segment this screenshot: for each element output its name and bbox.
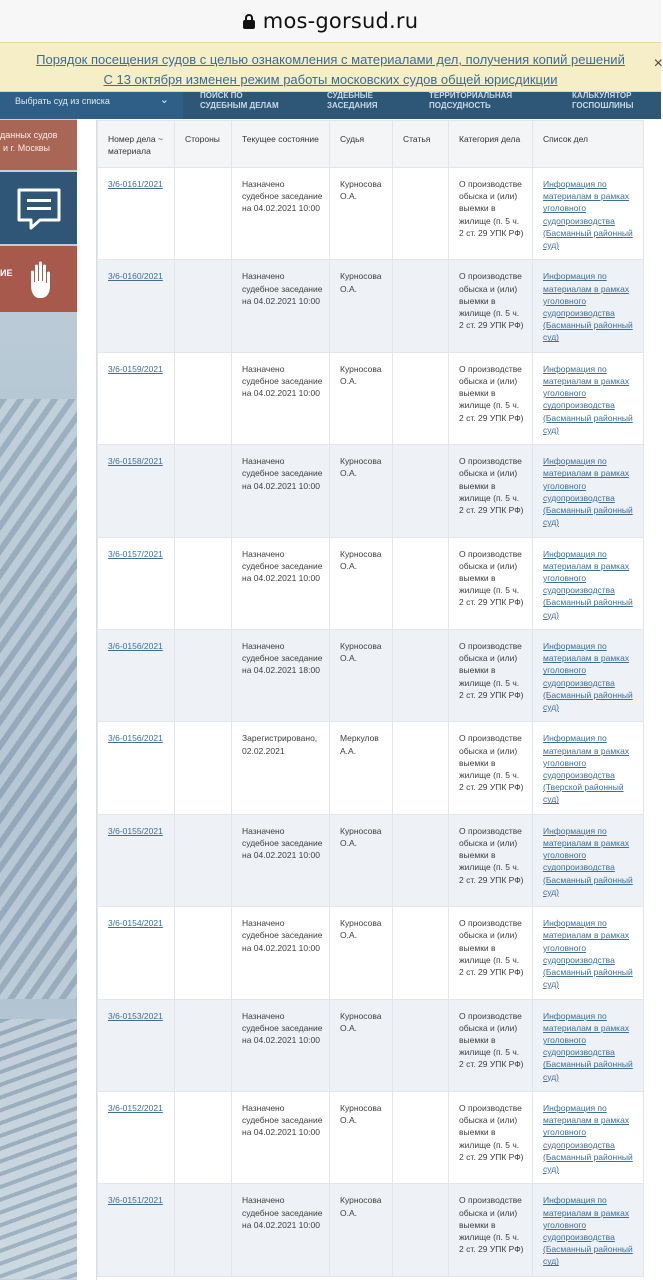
nav-item-label: ГОСПОШЛИНЫ: [572, 101, 634, 110]
main-nav: [0, 92, 661, 119]
state-cell: Зарегистрировано, 02.02.2021: [232, 722, 330, 814]
table-row: [98, 352, 644, 444]
category-cell: О производстве обыска и (или) выемки в жилище (п. 5 ч. 2 ст. 29 УПК РФ): [449, 445, 533, 537]
state-cell: Назначено судебное заседание на 04.02.2021 10:00: [232, 1184, 330, 1276]
judge-cell: Курносова О.А.: [330, 1184, 393, 1276]
case-list-link[interactable]: Информация по материалам в рамках уголовного судопроизводства (Басманный районный суд): [543, 271, 633, 343]
table-row: [98, 722, 644, 814]
nav-item-hearings[interactable]: [327, 91, 377, 111]
chat-icon: [0, 172, 77, 244]
case-list-cell: [533, 814, 644, 906]
article-cell: [393, 352, 449, 444]
nav-item-label: СУДЕБНЫМ ДЕЛАМ: [200, 101, 279, 110]
case-number-link[interactable]: 3/6-0156/2021: [108, 733, 163, 744]
article-cell: [393, 1184, 449, 1276]
nav-item-label: СУДЕБНЫЕ: [327, 91, 373, 100]
case-list-link[interactable]: Информация по материалам в рамках уголовного судопроизводства (Басманный районный суд): [543, 548, 633, 620]
category-cell: О производстве обыска и (или) выемки в жилище (п. 5 ч. 2 ст. 29 УПК РФ): [449, 722, 533, 814]
case-list-link[interactable]: Информация по материалам в рамках уголовного судопроизводства (Басманный районный суд): [543, 640, 633, 712]
parties-cell: [175, 1184, 232, 1276]
state-cell: Назначено судебное заседание на 04.02.2021 10:00: [232, 168, 330, 260]
case-list-cell: [533, 168, 644, 260]
case-number-cell: [98, 722, 175, 814]
article-cell: [393, 537, 449, 629]
notice-link-visit-order[interactable]: Порядок посещения судов с целью ознакомления с материалами дел, получения копий решений: [36, 52, 625, 67]
case-number-link[interactable]: 3/6-0155/2021: [108, 825, 163, 836]
judge-cell: Курносова О.А.: [330, 352, 393, 444]
table-row: [98, 1091, 644, 1183]
category-cell: О производстве обыска и (или) выемки в жилище (п. 5 ч. 2 ст. 29 УПК РФ): [449, 629, 533, 721]
case-list-cell: [533, 352, 644, 444]
close-icon[interactable]: ×: [653, 55, 663, 72]
judge-cell: Курносова О.А.: [330, 629, 393, 721]
judge-cell: Курносова О.А.: [330, 814, 393, 906]
case-list-cell: [533, 537, 644, 629]
case-number-link[interactable]: 3/6-0158/2021: [108, 456, 163, 467]
parties-cell: [175, 352, 232, 444]
nav-item-label: ПОИСК ПО: [200, 91, 243, 100]
sidebar-tile-appeal[interactable]: [0, 246, 77, 312]
case-number-link[interactable]: 3/6-0160/2021: [108, 271, 163, 282]
case-list-link[interactable]: Информация по материалам в рамках уголовного судопроизводства (Басманный районный суд): [543, 1195, 633, 1267]
case-list-link[interactable]: Информация по материалам в рамках уголовного судопроизводства (Басманный районный суд): [543, 456, 633, 528]
parties-cell: [175, 999, 232, 1091]
article-cell: [393, 629, 449, 721]
case-number-cell: [98, 999, 175, 1091]
table-row: [98, 445, 644, 537]
article-cell: [393, 260, 449, 352]
article-cell: [393, 445, 449, 537]
case-list-cell: [533, 260, 644, 352]
case-number-link[interactable]: 3/6-0152/2021: [108, 1102, 163, 1113]
state-cell: Назначено судебное заседание на 04.02.2021 10:00: [232, 999, 330, 1091]
column-header-category[interactable]: Категория дела: [449, 121, 533, 168]
case-list-cell: [533, 629, 644, 721]
notice-banner: [0, 42, 661, 92]
category-cell: О производстве обыска и (или) выемки в жилище (п. 5 ч. 2 ст. 29 УПК РФ): [449, 537, 533, 629]
judge-cell: Курносова О.А.: [330, 1091, 393, 1183]
court-select-label: Выбрать суд из списка: [15, 96, 110, 106]
category-cell: О производстве обыска и (или) выемки в жилище (п. 5 ч. 2 ст. 29 УПК РФ): [449, 814, 533, 906]
sidebar-tile-label: данных судов: [0, 130, 58, 140]
judge-cell: Курносова О.А.: [330, 260, 393, 352]
case-list-link[interactable]: Информация по материалам в рамках уголовного судопроизводства (Тверской районный суд): [543, 733, 630, 805]
column-header-case-list[interactable]: Список дел: [533, 121, 644, 168]
case-list-link[interactable]: Информация по материалам в рамках уголовного судопроизводства (Басманный районный суд): [543, 179, 633, 251]
table-row: [98, 1184, 644, 1276]
parties-cell: [175, 168, 232, 260]
case-number-cell: [98, 260, 175, 352]
case-list-cell: [533, 722, 644, 814]
court-select-dropdown[interactable]: [0, 92, 183, 119]
url-text: mos-gorsud.ru: [262, 9, 419, 33]
case-list-link[interactable]: Информация по материалам в рамках уголовного судопроизводства (Басманный районный суд): [543, 1102, 633, 1174]
column-header-state[interactable]: Текущее состояние: [232, 121, 330, 168]
sidebar-tile-courts-database[interactable]: [0, 120, 77, 170]
table-row: [98, 168, 644, 260]
table-row: [98, 537, 644, 629]
parties-cell: [175, 629, 232, 721]
nav-item-label: ЗАСЕДАНИЯ: [327, 101, 378, 110]
judge-cell: Курносова О.А.: [330, 907, 393, 999]
case-number-cell: [98, 168, 175, 260]
hand-icon: [0, 246, 77, 312]
cases-table: [97, 120, 644, 1277]
column-header-parties[interactable]: Стороны: [175, 121, 232, 168]
nav-item-label: КАЛЬКУЛЯТОР: [572, 91, 632, 100]
parties-cell: [175, 814, 232, 906]
article-cell: [393, 814, 449, 906]
category-cell: О производстве обыска и (или) выемки в жилище (п. 5 ч. 2 ст. 29 УПК РФ): [449, 352, 533, 444]
column-header-number[interactable]: Номер дела ~ материала: [98, 121, 175, 168]
case-number-cell: [98, 814, 175, 906]
case-number-cell: [98, 445, 175, 537]
sidebar-tile-label: и г. Москвы: [3, 143, 51, 153]
state-cell: Назначено судебное заседание на 04.02.2021 10:00: [232, 814, 330, 906]
case-number-link[interactable]: 3/6-0151/2021: [108, 1195, 163, 1206]
notice-link-schedule-change[interactable]: С 13 октября изменен режим работы московских судов общей юрисдикции: [103, 72, 558, 87]
article-cell: [393, 1091, 449, 1183]
parties-cell: [175, 722, 232, 814]
nav-item-jurisdiction[interactable]: [429, 91, 512, 111]
nav-item-label: ПОДСУДНОСТЬ: [429, 101, 491, 110]
parties-cell: [175, 1091, 232, 1183]
judge-cell: Курносова О.А.: [330, 999, 393, 1091]
table-row: [98, 629, 644, 721]
nav-item-case-search[interactable]: [200, 91, 279, 111]
category-cell: О производстве обыска и (или) выемки в жилище (п. 5 ч. 2 ст. 29 УПК РФ): [449, 1184, 533, 1276]
case-number-link[interactable]: 3/6-0157/2021: [108, 548, 163, 559]
article-cell: [393, 907, 449, 999]
case-list-cell: [533, 999, 644, 1091]
article-cell: [393, 168, 449, 260]
case-number-cell: [98, 1184, 175, 1276]
category-cell: О производстве обыска и (или) выемки в жилище (п. 5 ч. 2 ст. 29 УПК РФ): [449, 260, 533, 352]
nav-item-label: ТЕРРИТОРИАЛЬНАЯ: [429, 91, 513, 100]
lock-icon: [243, 14, 255, 29]
judge-cell: Курносова О.А.: [330, 168, 393, 260]
case-list-link[interactable]: Информация по материалам в рамках уголовного судопроизводства (Басманный районный суд): [543, 363, 633, 435]
table-row: [98, 814, 644, 906]
column-header-judge[interactable]: Судья: [330, 121, 393, 168]
sidebar-tile-chat[interactable]: [0, 172, 77, 244]
case-number-link[interactable]: 3/6-0153/2021: [108, 1010, 163, 1021]
case-list-link[interactable]: Информация по материалам в рамках уголовного судопроизводства (Басманный районный суд): [543, 825, 633, 897]
case-number-link[interactable]: 3/6-0154/2021: [108, 918, 163, 929]
column-header-article[interactable]: Статья: [393, 121, 449, 168]
case-number-link[interactable]: 3/6-0161/2021: [108, 179, 163, 189]
case-number-link[interactable]: 3/6-0156/2021: [108, 640, 163, 651]
case-list-link[interactable]: Информация по материалам в рамках уголовного судопроизводства (Басманный районный суд): [543, 1010, 633, 1082]
table-row: [98, 999, 644, 1091]
case-number-cell: [98, 907, 175, 999]
case-number-cell: [98, 352, 175, 444]
state-cell: Назначено судебное заседание на 04.02.2021 10:00: [232, 907, 330, 999]
case-list-cell: [533, 1091, 644, 1183]
judge-cell: Курносова О.А.: [330, 537, 393, 629]
state-cell: Назначено судебное заседание на 04.02.2021 10:00: [232, 445, 330, 537]
nav-item-fee-calculator[interactable]: [572, 91, 633, 111]
case-list-cell: [533, 445, 644, 537]
state-cell: Назначено судебное заседание на 04.02.2021 10:00: [232, 537, 330, 629]
judge-cell: Курносова О.А.: [330, 445, 393, 537]
parties-cell: [175, 445, 232, 537]
category-cell: О производстве обыска и (или) выемки в жилище (п. 5 ч. 2 ст. 29 УПК РФ): [449, 999, 533, 1091]
sidebar-tile-label: ИЕ: [0, 268, 13, 278]
case-list-link[interactable]: Информация по материалам в рамках уголовного судопроизводства (Басманный районный суд): [543, 918, 633, 990]
table-row: [98, 260, 644, 352]
parties-cell: [175, 537, 232, 629]
parties-cell: [175, 260, 232, 352]
category-cell: О производстве обыска и (или) выемки в жилище (п. 5 ч. 2 ст. 29 УПК РФ): [449, 907, 533, 999]
case-number-link[interactable]: 3/6-0159/2021: [108, 363, 163, 374]
article-cell: [393, 722, 449, 814]
case-list-cell: [533, 907, 644, 999]
case-list-cell: [533, 1184, 644, 1276]
browser-address-bar[interactable]: [0, 0, 661, 42]
case-number-cell: [98, 537, 175, 629]
article-cell: [393, 999, 449, 1091]
case-number-cell: [98, 1091, 175, 1183]
judge-cell: Меркулов А.А.: [330, 722, 393, 814]
category-cell: О производстве обыска и (или) выемки в жилище (п. 5 ч. 2 ст. 29 УПК РФ): [449, 168, 533, 260]
cases-table-container[interactable]: [96, 120, 642, 1280]
category-cell: О производстве обыска и (или) выемки в жилище (п. 5 ч. 2 ст. 29 УПК РФ): [449, 1091, 533, 1183]
state-cell: Назначено судебное заседание на 04.02.2021 18:00: [232, 629, 330, 721]
state-cell: Назначено судебное заседание на 04.02.2021 10:00: [232, 260, 330, 352]
parties-cell: [175, 907, 232, 999]
table-header-row: [98, 121, 644, 168]
state-cell: Назначено судебное заседание на 04.02.2021 10:00: [232, 1091, 330, 1183]
case-number-cell: [98, 629, 175, 721]
state-cell: Назначено судебное заседание на 04.02.2021 10:00: [232, 352, 330, 444]
chevron-down-icon: ⌄: [159, 94, 169, 106]
table-row: [98, 907, 644, 999]
